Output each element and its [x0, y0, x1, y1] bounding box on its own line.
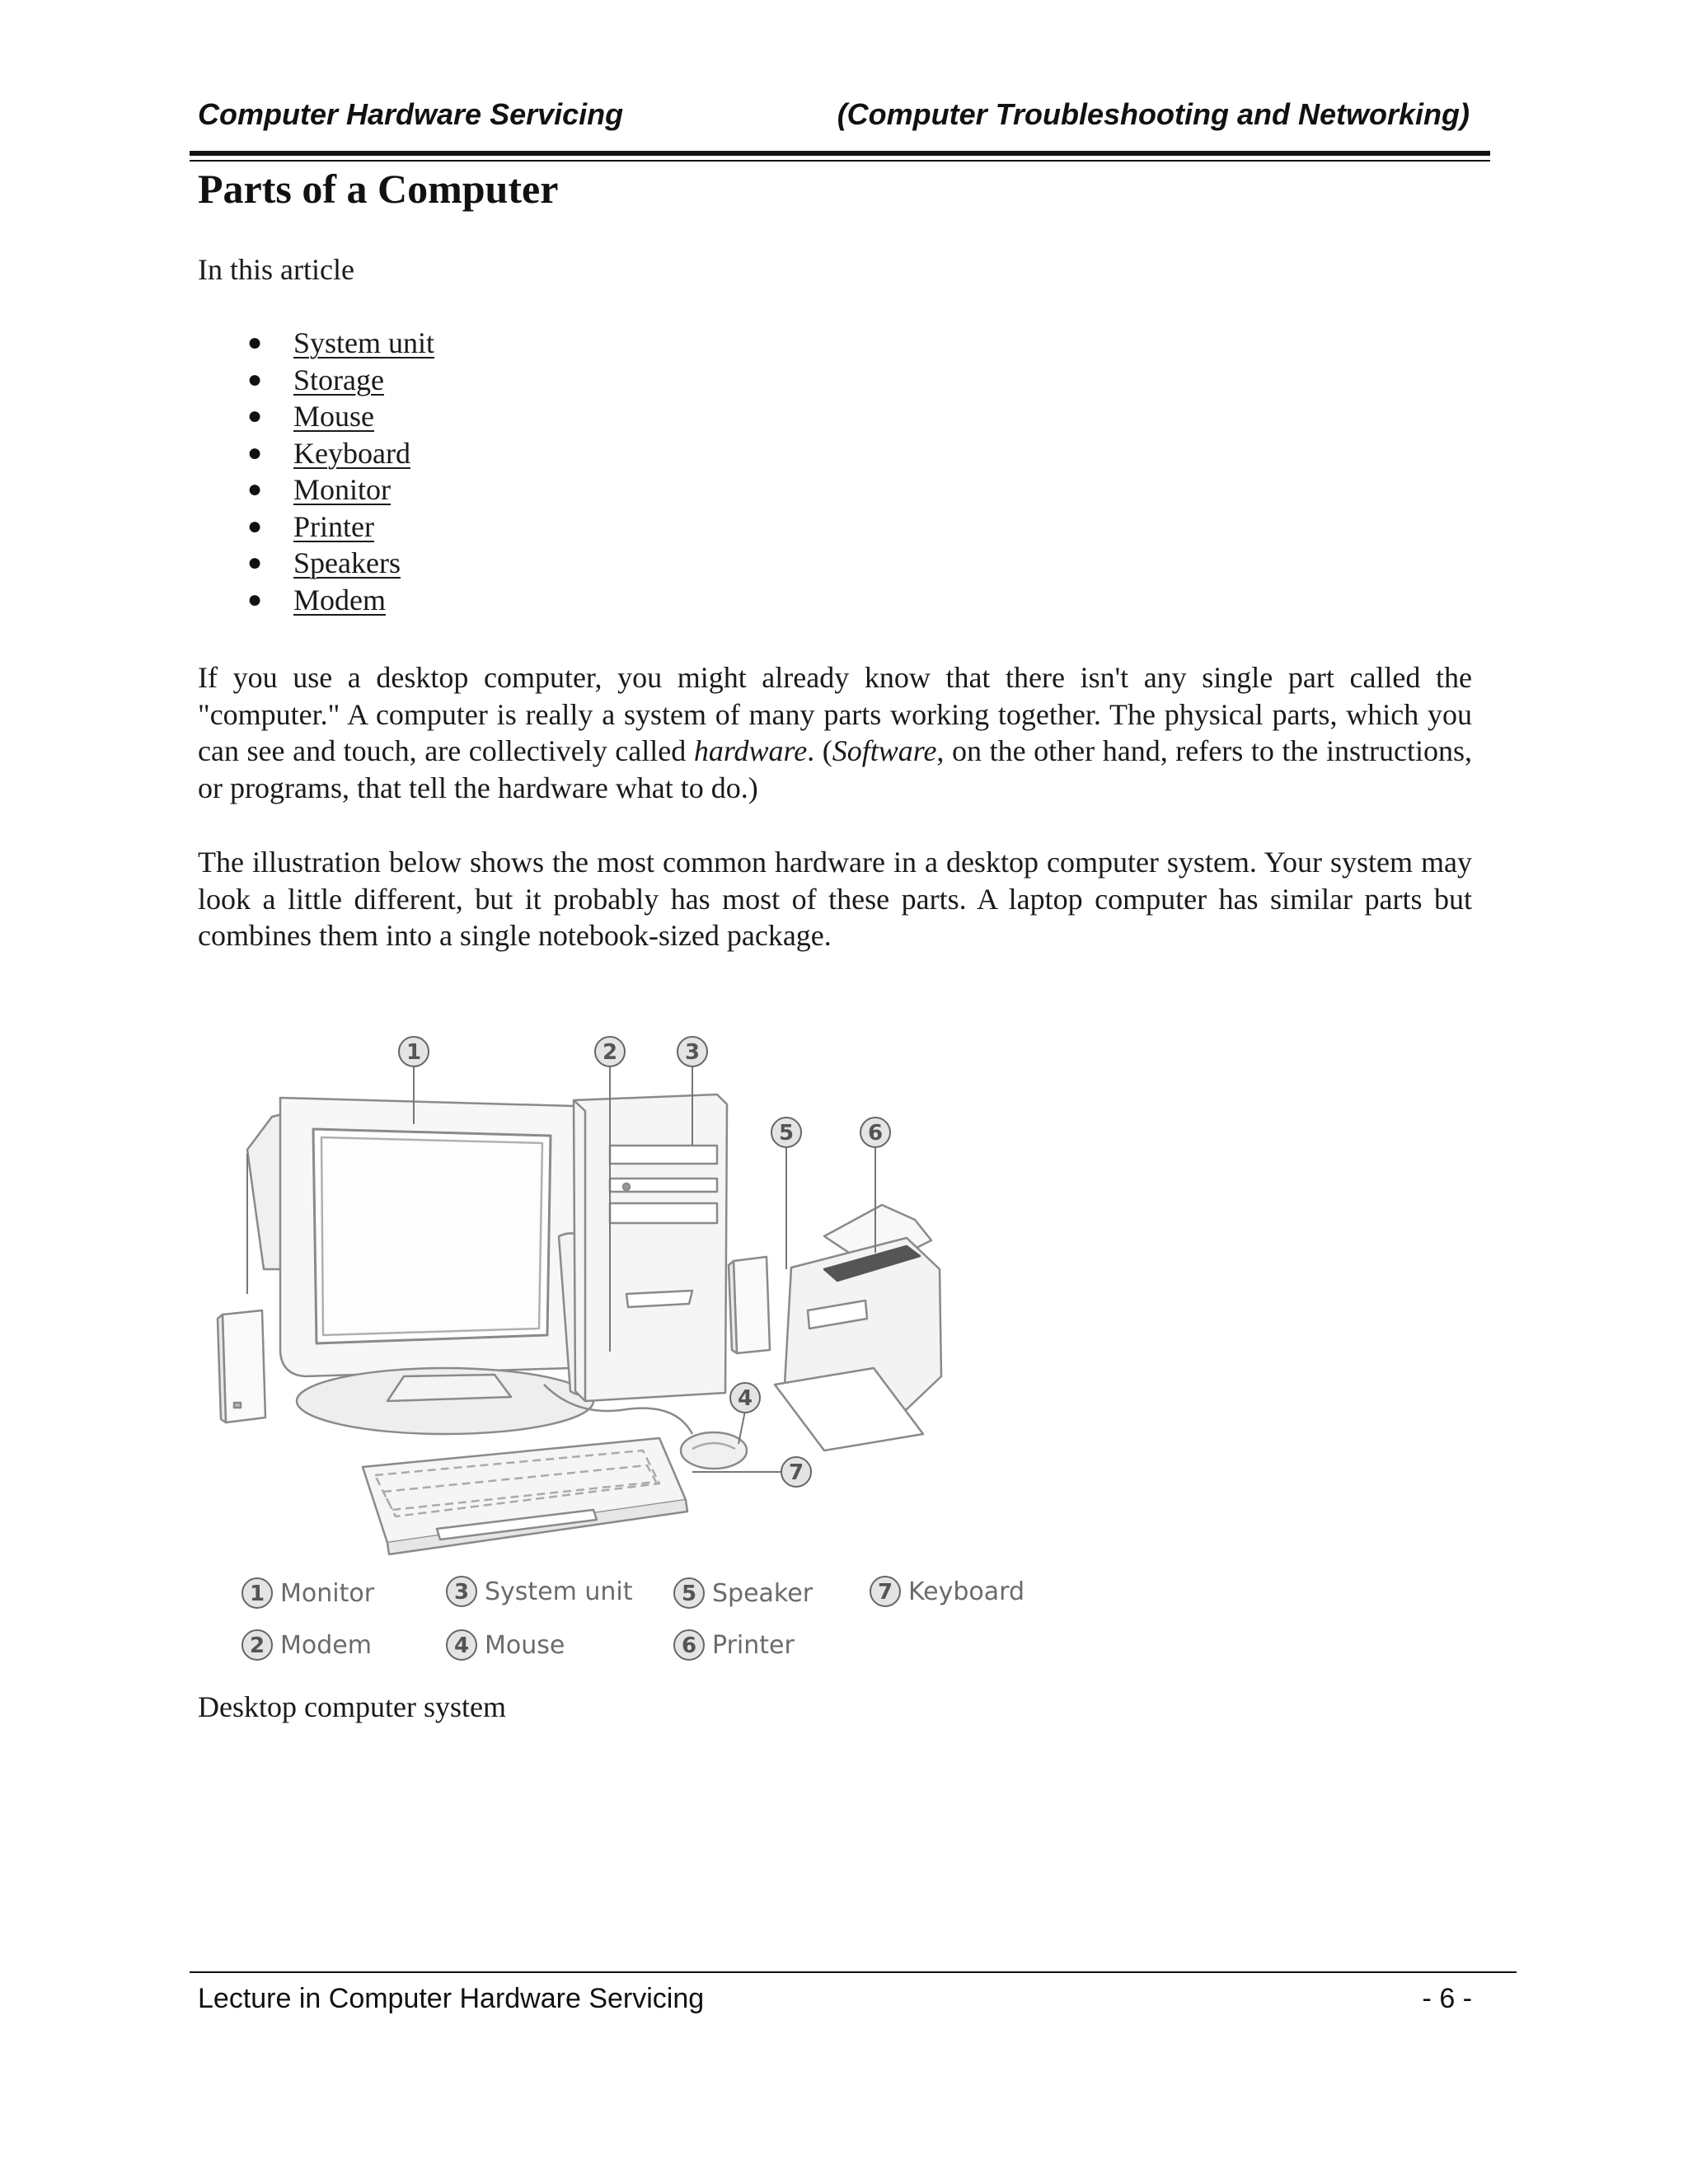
speaker-right-icon [729, 1257, 770, 1353]
svg-text:5: 5 [681, 1582, 697, 1606]
toc-item [247, 471, 434, 509]
page-title: Parts of a Computer [198, 166, 559, 212]
speaker-left-icon [218, 1310, 265, 1422]
article-toc [247, 325, 434, 618]
legend-item [242, 1630, 372, 1660]
toc-link-storage[interactable]: Storage [293, 363, 384, 396]
paragraph-illustration: The illustration below shows the most common hardware in a desktop computer system. Your system may look a little different, but it probably has most of these parts. A laptop computer has similar parts but combines them into a single notebook-sized package. [198, 846, 1472, 952]
svg-text:7: 7 [877, 1580, 893, 1605]
bullet-icon: ● [247, 549, 263, 576]
intro-text: In this article [198, 253, 354, 286]
header-rule-thin [190, 160, 1490, 162]
svg-text:2: 2 [249, 1633, 265, 1658]
bullet-icon: ● [247, 512, 263, 540]
callout-badge-5 [771, 1118, 801, 1147]
svg-text:3: 3 [453, 1580, 470, 1605]
paragraph-hardware [198, 659, 1472, 806]
header-right: (Computer Troubleshooting and Networking) [837, 97, 1470, 131]
legend-item [674, 1578, 814, 1608]
toc-item [247, 582, 434, 619]
svg-text:1: 1 [406, 1040, 422, 1065]
monitor-icon [247, 1098, 593, 1434]
callout-badge-6 [860, 1118, 890, 1147]
toc-link-mouse[interactable]: Mouse [293, 400, 374, 433]
header-rule-thick [190, 151, 1490, 156]
toc-link-printer[interactable]: Printer [293, 509, 374, 543]
bullet-icon: ● [247, 329, 263, 356]
bullet-icon: ● [247, 365, 263, 393]
legend-item [674, 1630, 795, 1660]
legend-item [447, 1630, 565, 1660]
bullet-icon: ● [247, 438, 263, 466]
toc-link-modem[interactable]: Modem [293, 583, 386, 616]
page-number: - 6 - [1422, 1983, 1472, 2014]
svg-text:5: 5 [778, 1121, 795, 1146]
callout-badge-4 [730, 1383, 760, 1413]
toc-link-system-unit[interactable]: System unit [293, 326, 435, 359]
svg-text:Monitor: Monitor [280, 1579, 375, 1608]
callout-badge-7 [781, 1457, 811, 1487]
toc-item [247, 435, 434, 472]
toc-item [247, 325, 434, 362]
toc-item [247, 398, 434, 435]
svg-text:Speaker: Speaker [712, 1579, 814, 1608]
svg-text:Mouse: Mouse [485, 1631, 565, 1660]
svg-text:4: 4 [737, 1386, 753, 1411]
system-unit-icon [574, 1094, 727, 1401]
svg-text:3: 3 [684, 1040, 701, 1065]
svg-text:1: 1 [249, 1582, 265, 1606]
footer-left: Lecture in Computer Hardware Servicing [198, 1983, 705, 2014]
term-software: Software [832, 734, 937, 767]
figure-legend [242, 1577, 1025, 1660]
term-hardware: hardware [693, 734, 808, 767]
toc-link-keyboard[interactable]: Keyboard [293, 436, 410, 470]
callout-badge-3 [678, 1037, 707, 1066]
paragraph-hardware-text-3: , on the other hand, refers to the instructions, or programs, that tell the hardware what to do.) [198, 734, 1472, 804]
toc-item [247, 545, 434, 582]
bullet-icon: ● [247, 585, 263, 613]
header-left: Computer Hardware Servicing [198, 97, 624, 131]
legend-item [870, 1577, 1025, 1606]
bullet-icon: ● [247, 402, 263, 429]
footer-rule [190, 1971, 1517, 1973]
svg-text:Modem: Modem [280, 1631, 372, 1660]
svg-text:6: 6 [867, 1121, 884, 1146]
svg-text:4: 4 [453, 1633, 470, 1658]
paragraph-hardware-text-2: . ( [807, 734, 832, 767]
toc-link-speakers[interactable]: Speakers [293, 546, 401, 579]
svg-text:System unit: System unit [485, 1577, 633, 1606]
svg-text:7: 7 [788, 1460, 804, 1485]
toc-item [247, 362, 434, 399]
legend-item [447, 1577, 633, 1606]
toc-link-monitor[interactable]: Monitor [293, 473, 392, 506]
svg-text:6: 6 [681, 1633, 697, 1658]
desktop-computer-illustration [198, 1022, 1071, 1665]
svg-text:Printer: Printer [712, 1631, 795, 1660]
callout-badge-1 [399, 1037, 429, 1066]
printer-icon [775, 1205, 941, 1451]
legend-item [242, 1578, 375, 1608]
callout-badge-2 [595, 1037, 625, 1066]
svg-text:2: 2 [602, 1040, 618, 1065]
svg-text:Keyboard: Keyboard [908, 1577, 1025, 1606]
keyboard-icon [363, 1438, 687, 1554]
bullet-icon: ● [247, 476, 263, 503]
toc-item [247, 509, 434, 546]
figure-caption: Desktop computer system [198, 1690, 506, 1723]
paragraph-hardware-text-1: If you use a desktop computer, you might already know that there isn't any single part called the "computer." A computer is really a system of many parts working together. The physical parts, which you can see and touch, are collectively called [198, 661, 1472, 767]
